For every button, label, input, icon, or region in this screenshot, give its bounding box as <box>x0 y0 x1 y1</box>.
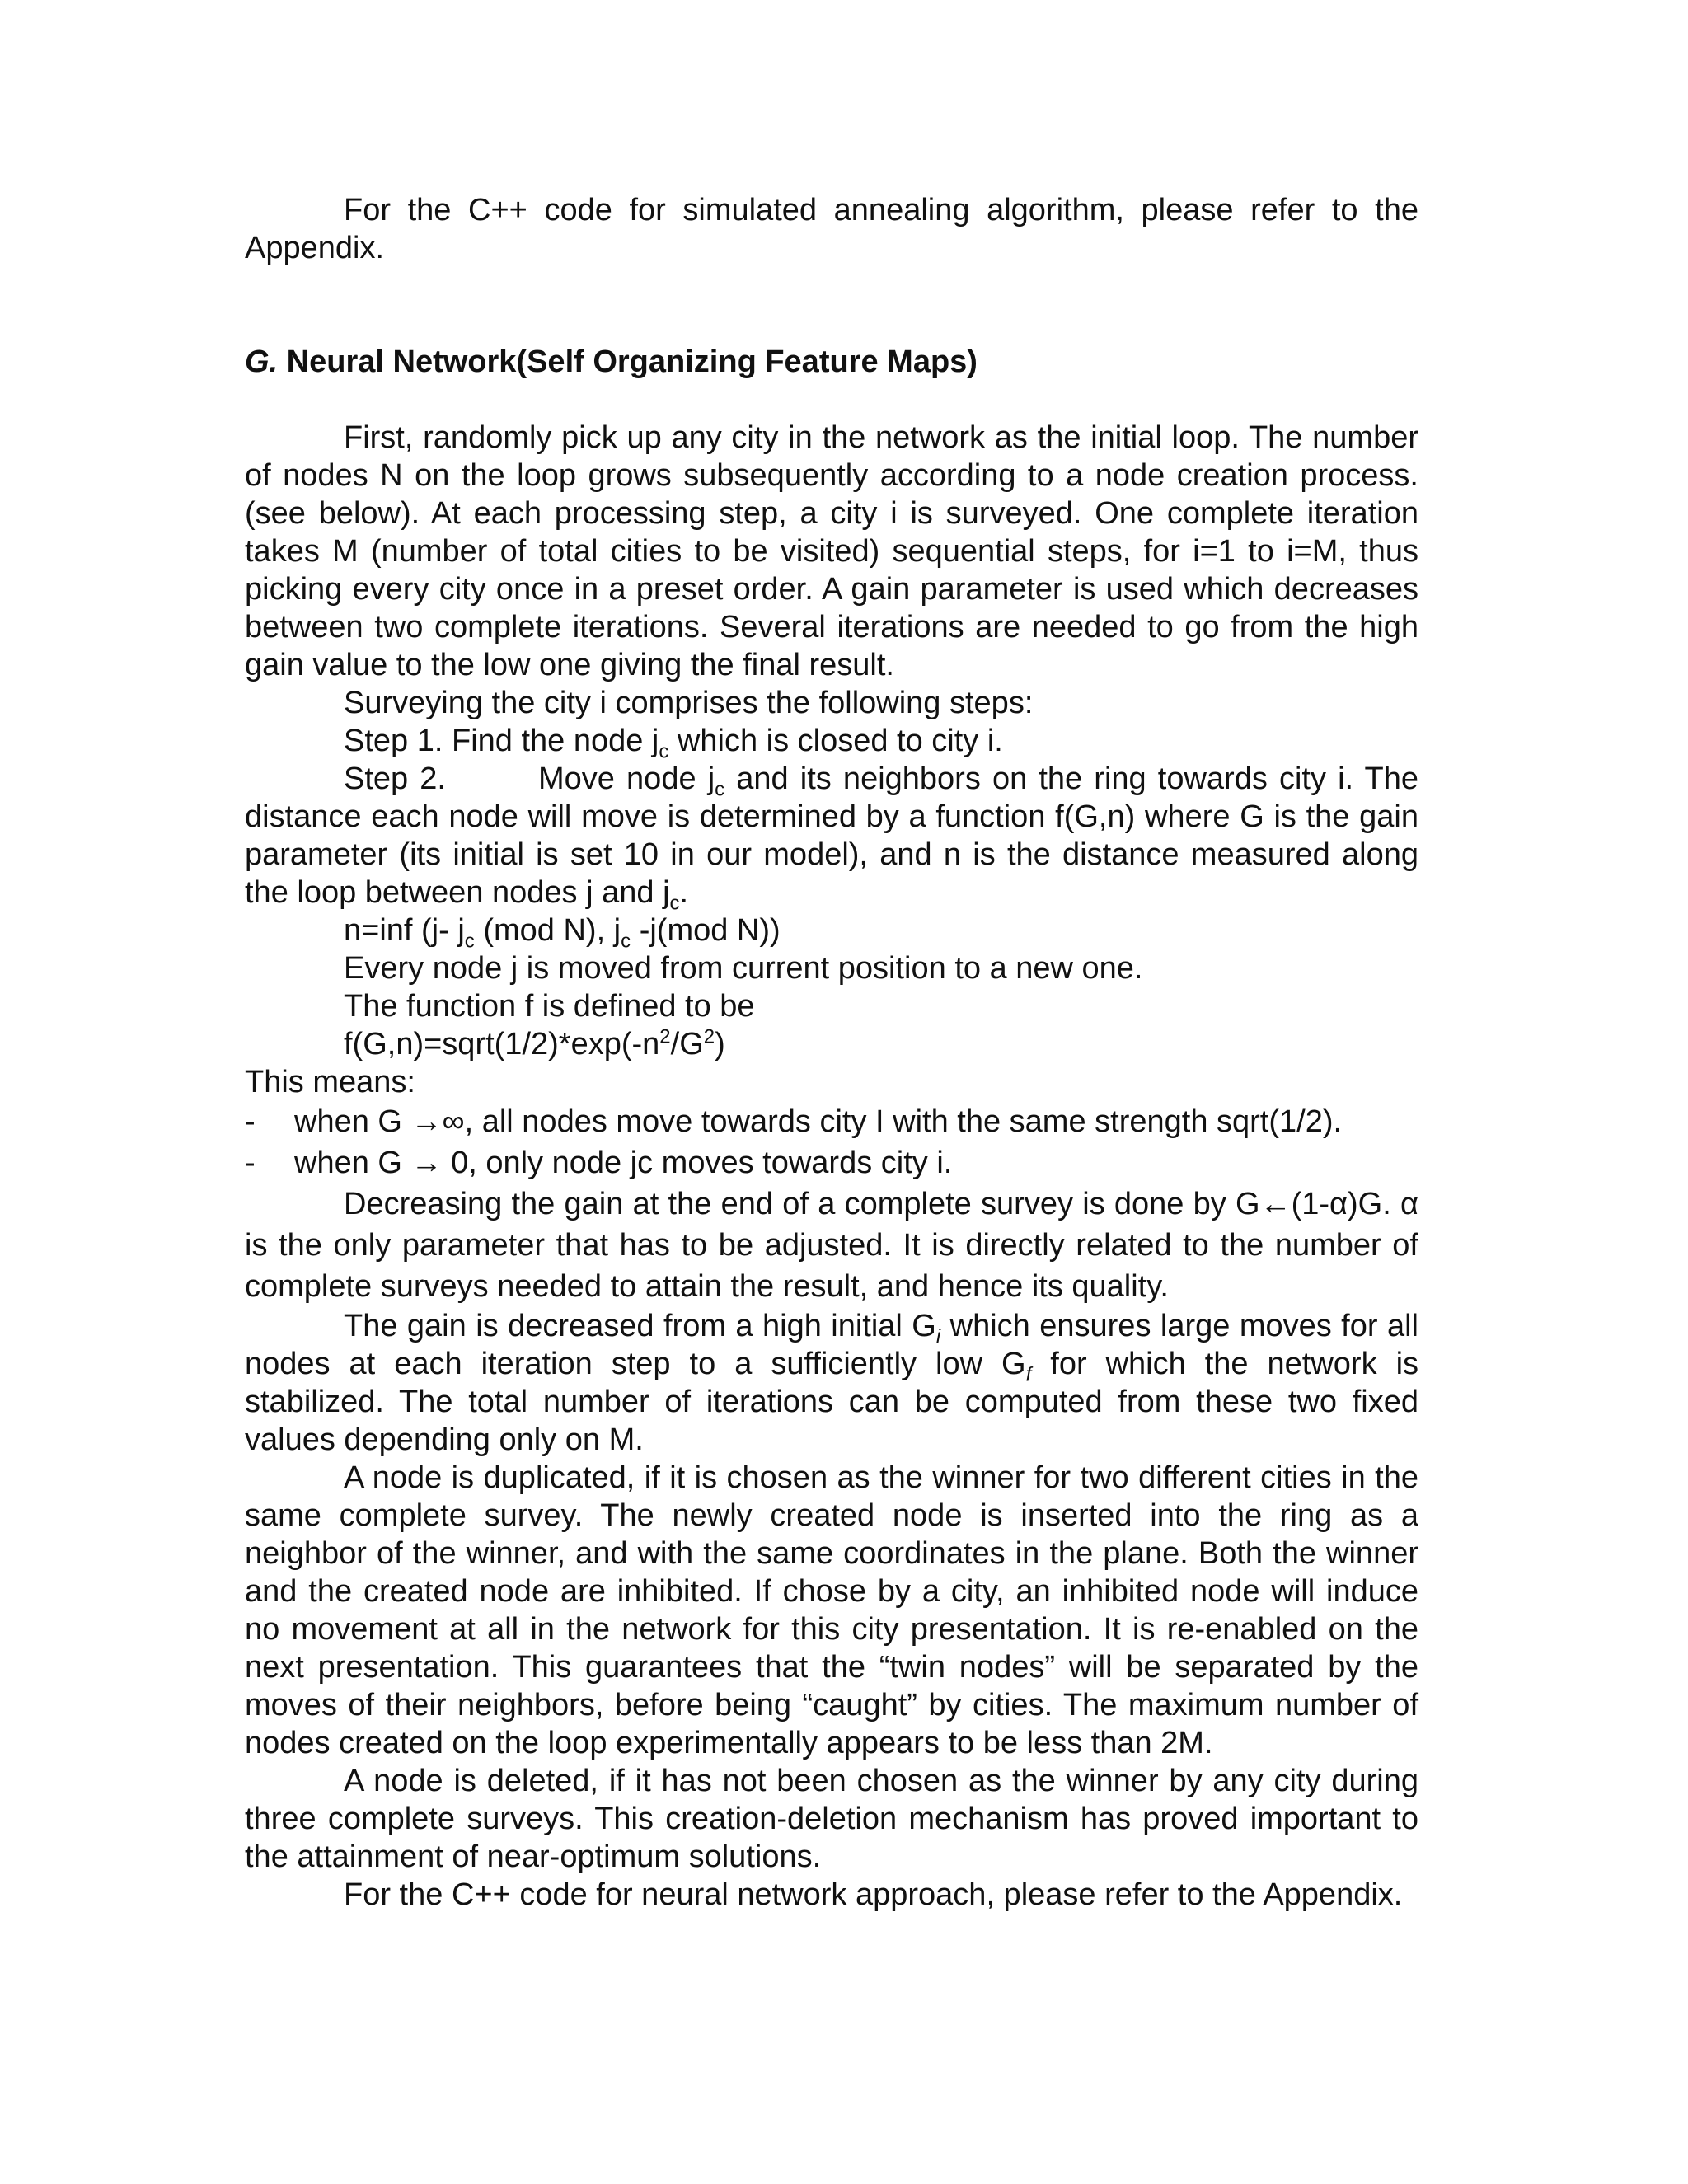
paragraph-duplicate: A node is duplicated, if it is chosen as the winner for two different cities in the same complete survey. The newly created node is inserted into the ring as a neighbor of the winner, and with the same coordinates in the plane. Both the winner and the created node are inhibited. If chose by a city, an inhibited node will induce no movement at all in the network for this city presentation. It is re-enabled on the next presentation. This guarantees that the “twin nodes” will be separated by the moves of their neighbors, before being “caught” by cities. The maximum number of nodes created on the loop experimentally appears to be less than 2M. <box>245 1460 1418 1760</box>
function-definition-line: The function f is defined to be <box>344 989 755 1024</box>
step-2: Step 2. Move node $j_c$ and its neighbors on the ring towards city i. The distance each node will move is determined by a function f(G,n) where G is the gain parameter (its initial is set 10 in our model), and n is the distance measured along the loop between nodes j and $j_c$. <box>245 762 1419 915</box>
n-definition: n=inf (j- $j_c$ (mod N), $j_c$ -j(mod N)) <box>344 913 781 953</box>
list-item: - when G → 0, only node jc moves towards city i. <box>245 1146 953 1180</box>
formula: $f(G,n)=sqrt(1/2)*\exp(-n^2/G^2)$ <box>344 1025 725 1062</box>
step-2-label: Step 2. <box>344 762 446 796</box>
paragraph-initial-loop: First, randomly pick up any city in the network as the initial loop. The number of nodes N on the loop grows subsequently according to a node creation process. (see below). At each processing step, a city i is surveyed. One complete iteration takes M (number of total cities to be visited) sequential steps, for i=1 to i=M, thus picking every city once in a preset order. A gain parameter is used which decreases between two complete iterations. Several iterations are needed to go from the high gain value to the low one giving the final result. <box>245 420 1418 682</box>
list-item: - when G →∞, all nodes move towards city I with the same strength sqrt(1/2). <box>245 1104 1343 1139</box>
paragraph-delete: A node is deleted, if it has not been chosen as the winner by any city during three complete surveys. This creation-deletion mechanism has proved important to the attainment of near-optimum solutions. <box>245 1764 1418 1874</box>
spacer <box>245 267 1418 343</box>
paragraph-gain: The gain is decreased from a high initial $G_i$ which ensures large moves for all nodes at each iteration step to a sufficiently low $G_f$ for which the network is stabilized. The total number of iterations can be computed from these two fixed values depending only on M. <box>245 1309 1419 1457</box>
spacer <box>245 381 1418 419</box>
surveying-line: Surveying the city i comprises the following steps: <box>344 686 1034 720</box>
step-1: Step 1. Find the node $j_c$ which is closed to city i. <box>344 724 1003 763</box>
intro-paragraph: For the C++ code for simulated annealing algorithm, please refer to the Appendix. <box>245 193 1418 265</box>
section-title: Neural Network(Self Organizing Feature Maps) <box>278 344 978 379</box>
this-means-line: This means: <box>245 1065 415 1099</box>
paragraph-decrease-gain: Decreasing the gain at the end of a complete survey is done by G←(1-α)G. α is the only parameter that has to be adjusted. It is directly related to the number of complete surveys needed to attain the result, and hence its quality. <box>245 1187 1418 1304</box>
outro-paragraph: For the C++ code for neural network approach, please refer to the Appendix. <box>344 1877 1403 1912</box>
section-heading <box>245 343 1418 381</box>
every-node-line: Every node j is moved from current position to a new one. <box>344 951 1143 986</box>
section-letter: G. <box>245 344 279 379</box>
document-page <box>245 191 1418 1914</box>
